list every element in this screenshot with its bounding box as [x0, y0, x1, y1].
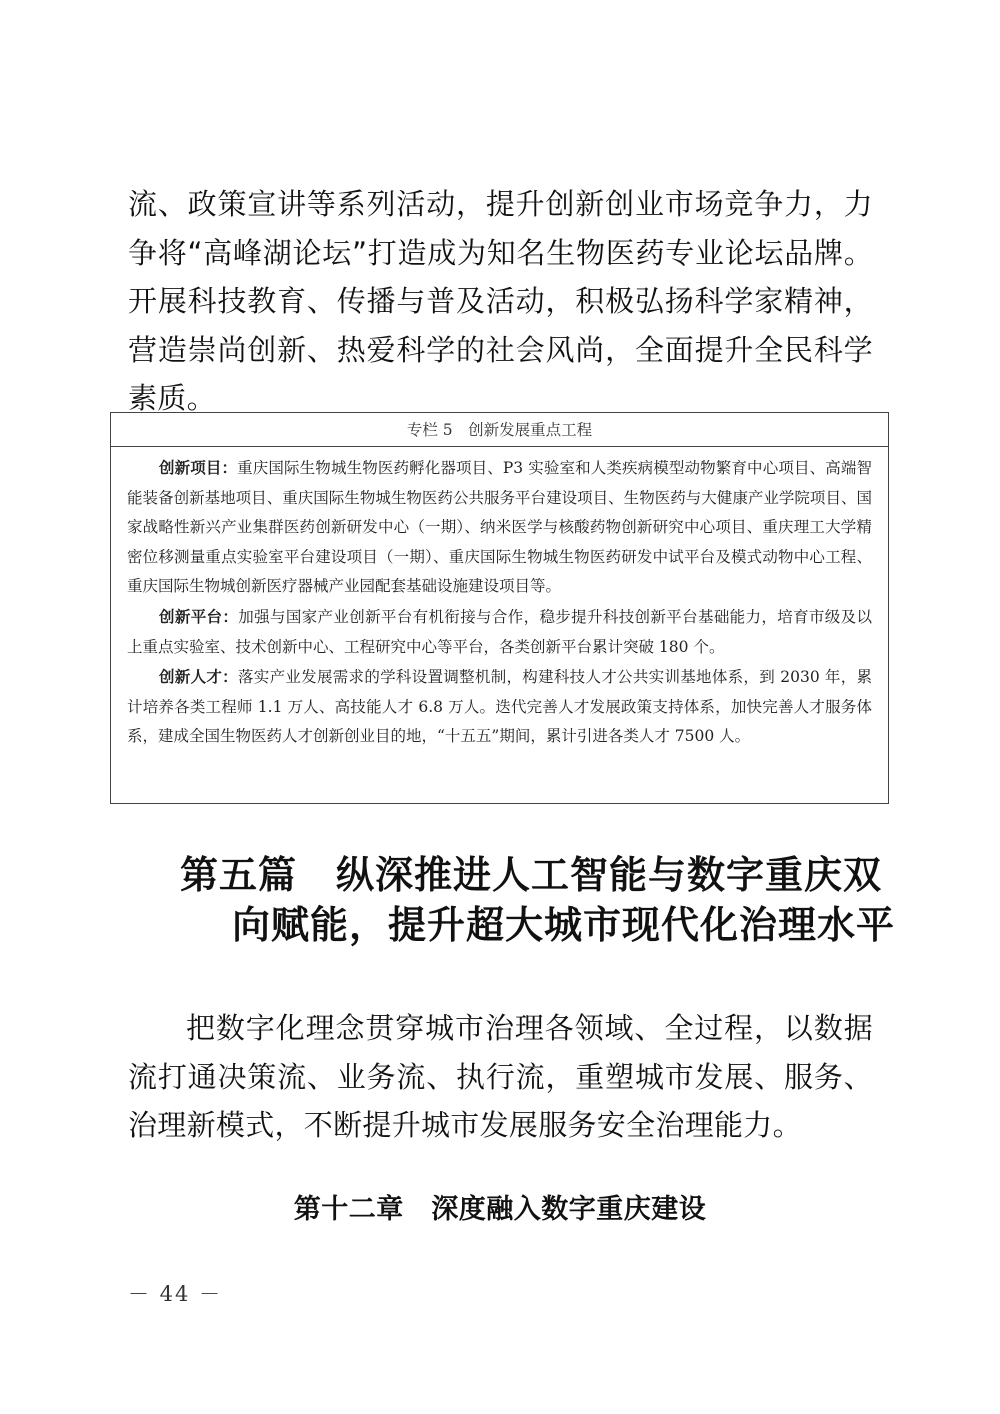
- box-item-innovation-projects: [127, 453, 872, 602]
- part-title-line1: 第五篇 纵深推进人工智能与数字重庆双: [180, 853, 883, 897]
- chapter-title: 第十二章 深度融入数字重庆建设: [293, 1194, 707, 1225]
- part-intro-paragraph: 把数字化理念贯穿城市治理各领域、全过程，以数据流打通决策流、业务流、执行流，重塑城市发展、服务、治理新模式，不断提升城市发展服务安全治理能力。: [128, 1011, 873, 1142]
- box-item-innovation-talent: [127, 662, 872, 752]
- box-item-text: 加强与国家产业创新平台有机衔接与合作，稳步提升科技创新平台基础能力，培育市级及以上重点实验室、技术创新中心、工程研究中心等平台，各类创新平台累计突破 180 个。: [127, 607, 872, 656]
- special-column-title: 专栏 5 创新发展重点工程: [111, 413, 888, 447]
- box-item-label: 创新人才：: [159, 667, 238, 687]
- continued-paragraph: 流、政策宣讲等系列活动，提升创新创业市场竞争力，力争将“高峰湖论坛”打造成为知名生物医药专业论坛品牌。开展科技教育、传播与普及活动，积极弘扬科学家精神，营造崇尚创新、热爱科学的社会风尚，全面提升全民科学素质。: [128, 187, 873, 415]
- special-column-body: [111, 447, 888, 752]
- box-item-innovation-platforms: [127, 602, 872, 662]
- box-item-text: 落实产业发展需求的学科设置调整机制，构建科技人才公共实训基地体系，到 2030 年，累计培养各类工程师 1.1 万人、高技能人才 6.8 万人。迭代完善人才发展政策支持体系，加快完善人才服务体系，建成全国生物医药人才创新创业目的地，“十五五”期间，累计引进各类人才 7500 人。: [127, 668, 872, 746]
- part-title: [180, 850, 900, 950]
- page-number: － 44 －: [128, 1282, 223, 1306]
- box-item-label: 创新平台：: [159, 606, 239, 626]
- special-column-box: [110, 412, 889, 804]
- box-item-text: 重庆国际生物城生物医药孵化器项目、P3 实验室和人类疾病模型动物繁育中心项目、高端智能装备创新基地项目、重庆国际生物城生物医药公共服务平台建设项目、生物医药与大健康产业学院项目、国家战略性新兴产业集群医药创新研发中心（一期）、纳米医学与核酸药物创新研究中心项目、重庆理工大学精密位移测量重点实验室平台建设项目（一期）、重庆国际生物城生物医药研发中试平台及模式动物中心工程、重庆国际生物城创新医疗器械产业园配套基础设施建设项目等。: [127, 459, 872, 596]
- box-item-label: 创新项目：: [159, 458, 238, 477]
- part-title-line2: 向赋能，提升超大城市现代化治理水平: [232, 903, 896, 947]
